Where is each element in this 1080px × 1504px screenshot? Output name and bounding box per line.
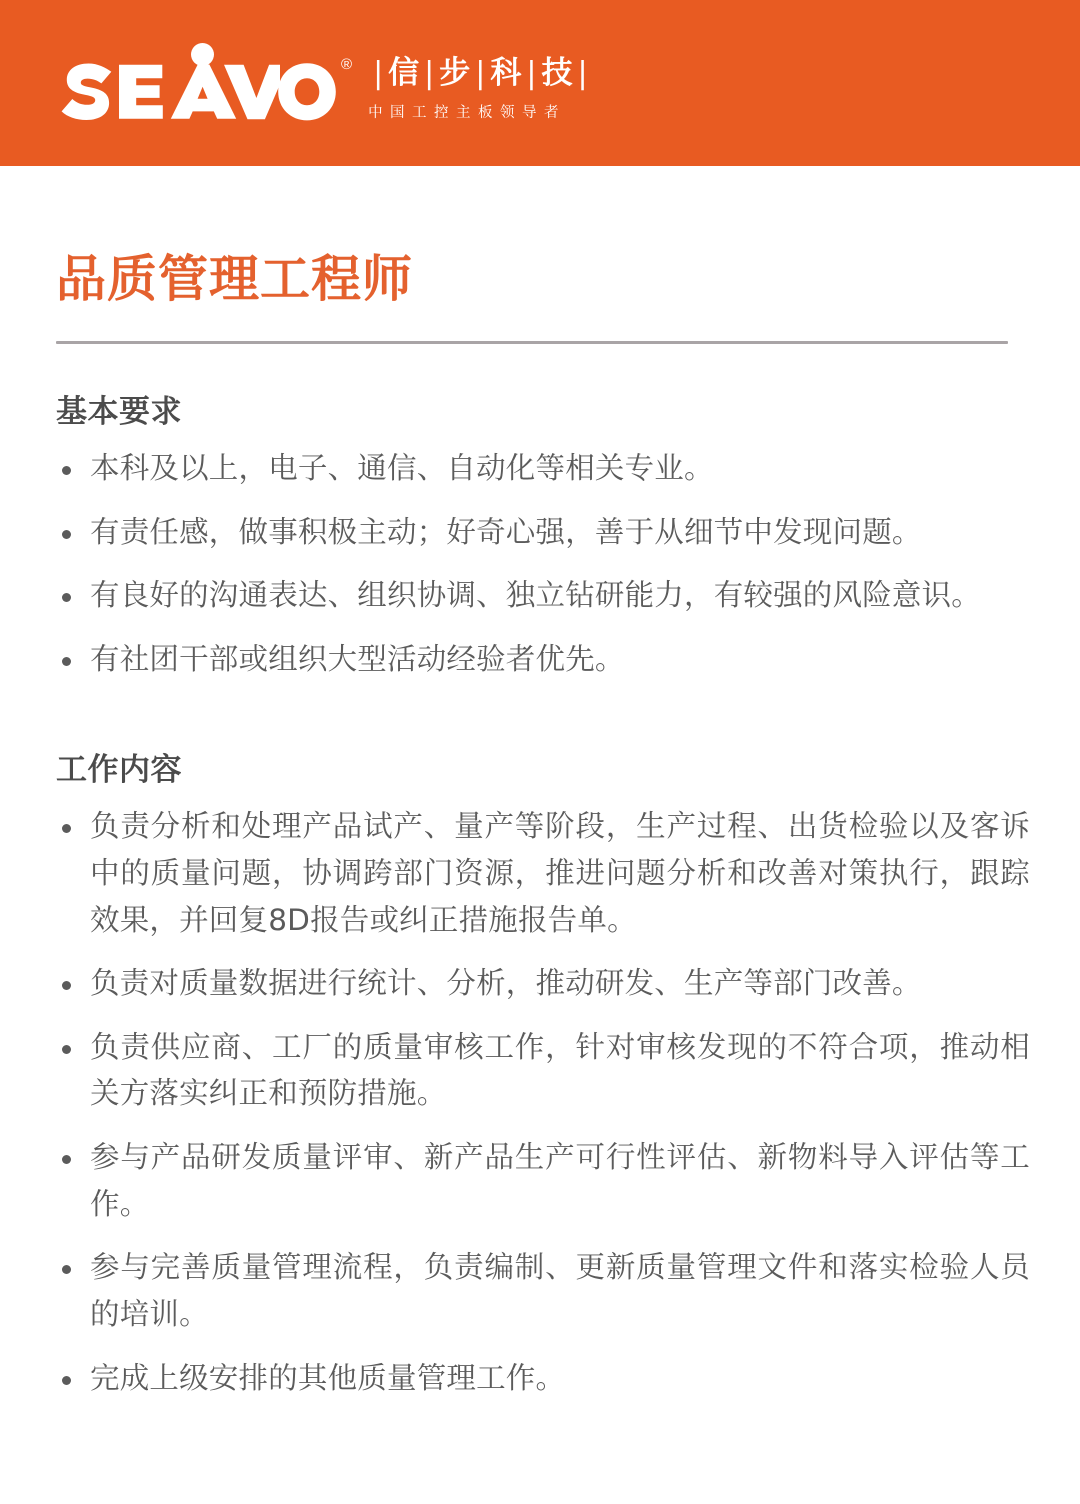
list-item-text: 负责供应商、工厂的质量审核工作，针对审核发现的不符合项，推动相关方落实纠正和预防措施。: [90, 1029, 1030, 1111]
section-basic-requirements: [56, 344, 1030, 682]
list-item-text: 有责任感，做事积极主动；好奇心强，善于从细节中发现问题。: [90, 514, 922, 549]
list-item-text: 参与完善质量管理流程，负责编制、更新质量管理文件和落实检验人员的培训。: [90, 1250, 1030, 1331]
bullet-dot-icon: [62, 530, 71, 539]
seavo-wordmark: [58, 39, 352, 127]
list-item: [56, 1355, 1030, 1402]
logo-lockup: [58, 39, 593, 127]
list-item: [56, 509, 1030, 556]
list-item-text: 有社团干部或组织大型活动经验者优先。: [90, 641, 625, 676]
list-item-text: 有良好的沟通表达、组织协调、独立钻研能力，有较强的风险意识。: [90, 578, 982, 613]
list-item: [56, 636, 1030, 683]
section-job-responsibilities: [56, 682, 1030, 1401]
registered-trademark-mark: ®: [341, 56, 353, 73]
seavo-logotype-icon: [58, 43, 280, 127]
bullet-dot-icon: [62, 981, 71, 990]
list-item-text: 参与产品研发质量评审、新产品生产可行性评估、新物料导入评估等工作。: [90, 1140, 1030, 1221]
bullet-dot-icon: [62, 1155, 71, 1164]
brand-header: [0, 0, 1080, 166]
bullet-dot-icon: [62, 1265, 71, 1274]
section-heading: 基本要求: [56, 394, 182, 430]
list-item: [56, 572, 1030, 619]
page-title: 品质管理工程师: [56, 250, 413, 308]
list-item-text: 负责分析和处理产品试产、量产等阶段，生产过程、出货检验以及客诉中的质量问题，协调跨部门资源，推进问题分析和改善对策执行，跟踪效果，并回复8D报告或纠正措施报告单。: [90, 809, 1030, 937]
list-item: [56, 445, 1030, 492]
section-heading: 工作内容: [56, 752, 182, 789]
brand-tagline: 中国工控主板领导者: [368, 104, 567, 121]
list-item: [56, 1024, 1030, 1117]
list-item-text: 完成上级安排的其他质量管理工作。: [90, 1360, 566, 1395]
seavo-dot-icon: [191, 43, 214, 66]
list-item: [56, 1244, 1030, 1337]
bullet-dot-icon: [62, 593, 71, 602]
list-item: [56, 1134, 1030, 1227]
list-item: [56, 960, 1030, 1007]
bullet-dot-icon: [62, 657, 71, 666]
requirements-list: [56, 445, 1030, 682]
responsibilities-list: [56, 803, 1030, 1401]
brand-chinese-block: [368, 39, 593, 122]
document-body: [0, 166, 1080, 1401]
bullet-dot-icon: [62, 824, 71, 833]
seavo-letter-o-icon: [276, 43, 338, 127]
list-item-text: 负责对质量数据进行统计、分析，推动研发、生产等部门改善。: [90, 966, 922, 1001]
bullet-dot-icon: [62, 1045, 71, 1054]
list-item-text: 本科及以上，电子、通信、自动化等相关专业。: [90, 451, 714, 485]
brand-chinese-name: | 信 | 步 | 科 | 技 |: [373, 55, 588, 91]
bullet-dot-icon: [62, 466, 71, 475]
list-item: [56, 803, 1030, 943]
bullet-dot-icon: [62, 1376, 71, 1385]
